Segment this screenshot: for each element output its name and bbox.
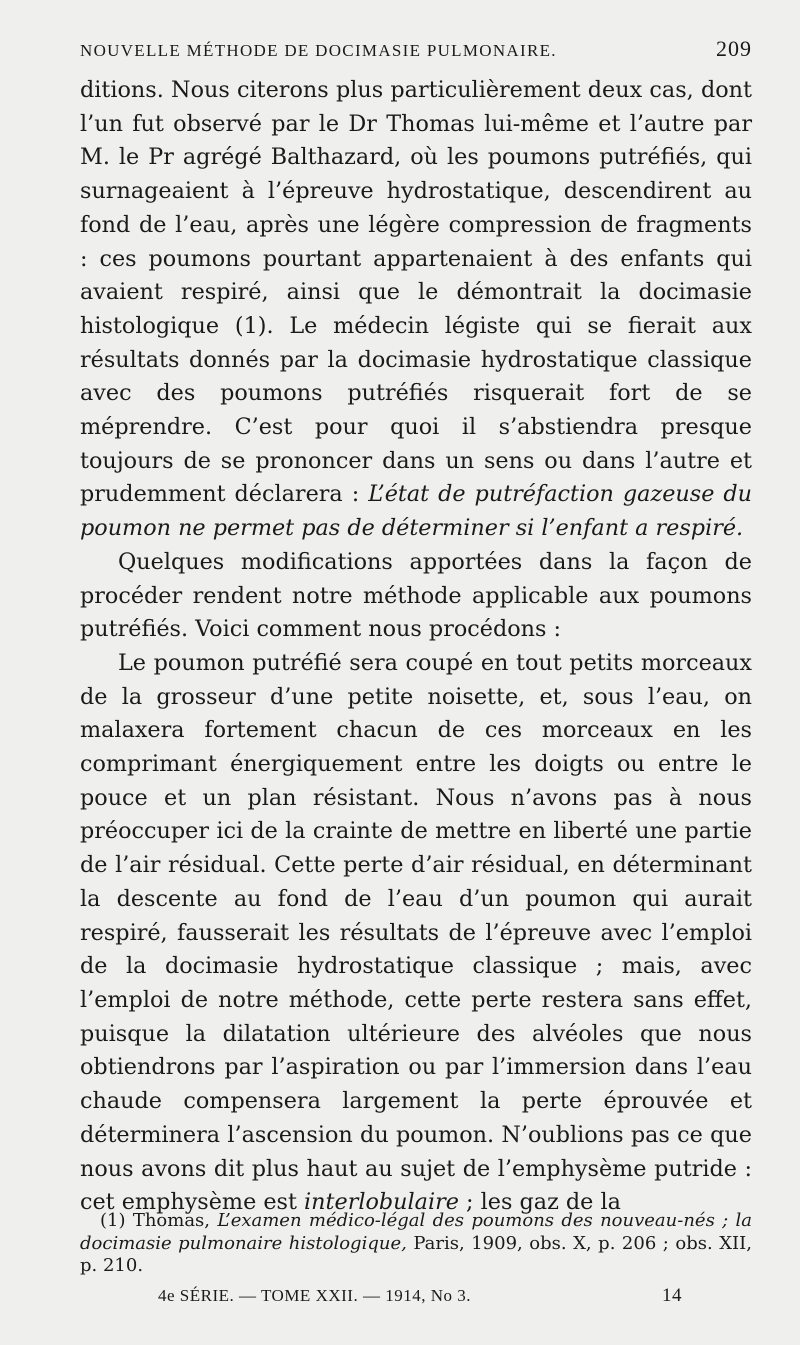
text-run: ditions. Nous citerons plus particulièrement deux cas, dont l’un fut observé par le Dr Thomas lui-même et l’autre par M. le Pr agrégé Balthazard, où les poumons putréfiés, qui surnageaient à l’épreuve hydrostatique, descendirent au fond de l’eau, après une légère compression de fragments : ces poumons pourtant appartenaient à des enfants qui avaient respiré, ainsi que le démontrait la docimasie histologique (1). Le médecin légiste qui se fierait aux résultats donnés par la docimasie hydrostatique classique avec des poumons putréfiés risquerait fort de se méprendre. C’est pour quoi il s’abstiendra presque toujours de se prononcer dans un sens ou dans l’autre et prudemment déclarera : bbox=[80, 77, 752, 508]
page-number: 209 bbox=[716, 36, 752, 61]
paragraph-3 bbox=[80, 647, 752, 1220]
paragraph-2 bbox=[80, 546, 752, 647]
text-run: Le poumon putréfié sera coupé en tout petits morceaux de la grosseur d’une petite noisette, et, sous l’eau, on malaxera fortement chacun de ces morceaux en les comprimant énergiquement entre les doigts ou entre le pouce et un plan résistant. Nous n’avons pas à nous préoccuper ici de la crainte de mettre en liberté une partie de l’air résidual. Cette perte d’air résidual, en déterminant la descente au fond de l’eau d’un poumon qui aurait respiré, fausserait les résultats de l’épreuve avec l’emploi de la docimasie hydrostatique classique ; mais, avec l’emploi de notre méthode, cette perte restera sans effet, puisque la dilatation ultérieure des alvéoles que nous obtiendrons par l’aspiration ou par l’immersion dans l’eau chaude compensera largement la perte éprouvée et déterminera l’ascension du poumon. N’oublions pas ce que nous avons dit plus haut au sujet de l’emphysème putride : cet emphysème est bbox=[80, 649, 752, 1216]
italic-term: interlobulaire bbox=[304, 1189, 459, 1216]
page-footer bbox=[158, 1285, 682, 1307]
body-text bbox=[80, 74, 752, 1220]
footnote bbox=[80, 1210, 752, 1278]
footnote-title: L’examen médico-légal des poumons des nouveau-nés ; la docimasie pulmonaire histologique, bbox=[80, 1210, 753, 1254]
footnote-author: (1) Thomas, bbox=[100, 1210, 218, 1231]
signature-number: 14 bbox=[662, 1285, 682, 1306]
page-header bbox=[80, 36, 752, 66]
text-run: Quelques modifications apportées dans la façon de procéder rendent notre méthode applicable aux poumons putréfiés. Voici comment nous procédons : bbox=[80, 548, 752, 643]
series-line: 4e SÉRIE. — TOME XXII. — 1914, No 3. bbox=[158, 1286, 471, 1305]
running-title: NOUVELLE MÉTHODE DE DOCIMASIE PULMONAIRE. bbox=[80, 41, 557, 60]
text-run: ; les gaz de la bbox=[458, 1189, 621, 1216]
paragraph-1 bbox=[80, 74, 752, 546]
footnote-reference: Paris, 1909, obs. X, p. 206 ; obs. XII, p. 210. bbox=[80, 1232, 752, 1276]
footnote-1 bbox=[80, 1210, 752, 1278]
italic-conclusion: L’état de putréfaction gazeuse du poumon ne permet pas de déterminer si l’enfant a respiré. bbox=[80, 481, 752, 542]
